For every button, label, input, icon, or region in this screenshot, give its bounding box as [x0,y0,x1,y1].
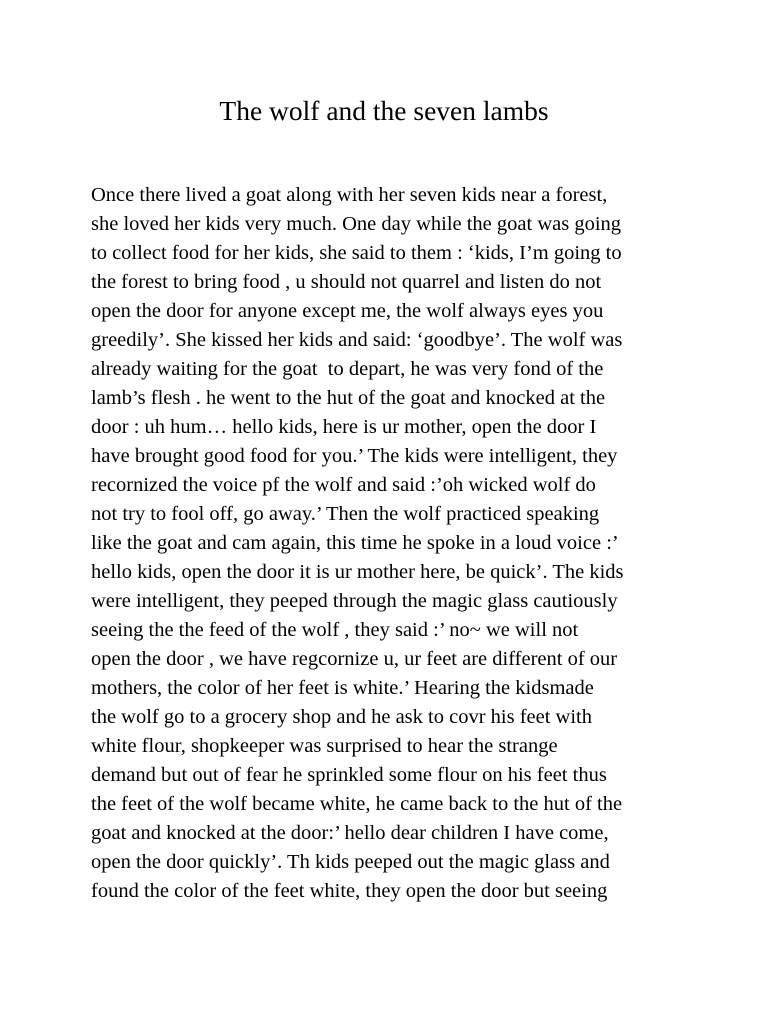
body-line: like the goat and cam again, this time he spoke in a loud voice :’ [91,532,619,554]
body-line: open the door quickly’. Th kids peeped out the magic glass and [91,851,610,873]
body-line: seeing the the feed of the wolf , they said :’ no~ we will not [91,619,579,641]
body-line: already waiting for the goat to depart, he was very fond of the [91,358,604,380]
body-line: goat and knocked at the door:’ hello dear children I have come, [91,822,609,844]
body-line: have brought good food for you.’ The kids were intelligent, they [91,445,618,467]
body-line: white flour, shopkeeper was surprised to hear the strange [91,735,558,757]
body-line: were intelligent, they peeped through the magic glass cautiously [91,590,618,612]
body-line: the wolf go to a grocery shop and he ask to covr his feet with [91,706,592,728]
body-line: hello kids, open the door it is ur mother here, be quick’. The kids [91,561,624,583]
body-line: mothers, the color of her feet is white.’ Hearing the kidsmade [91,677,594,699]
body-line: open the door for anyone except me, the wolf always eyes you [91,300,604,322]
body-line: Once there lived a goat along with her seven kids near a forest, [91,184,608,206]
body-line: door : uh hum… hello kids, here is ur mother, open the door I [91,416,597,438]
body-line: demand but out of fear he sprinkled some flour on his feet thus [91,764,607,786]
body-line: the forest to bring food , u should not quarrel and listen do not [91,271,602,293]
body-line: she loved her kids very much. One day while the goat was going [91,213,622,235]
body-line: lamb’s flesh . he went to the hut of the goat and knocked at the [91,387,606,409]
body-line: not try to fool off, go away.’ Then the wolf practiced speaking [91,503,600,525]
body-line: recornized the voice pf the wolf and said :’oh wicked wolf do [91,474,596,496]
body-line: found the color of the feet white, they open the door but seeing [91,880,608,902]
document-body [91,181,691,906]
body-line: greedily’. She kissed her kids and said: ‘goodbye’. The wolf was [91,329,623,351]
body-line: the feet of the wolf became white, he came back to the hut of the [91,793,623,815]
document-title: The wolf and the seven lambs [219,95,549,126]
body-line: open the door , we have regcornize u, ur feet are different of our [91,648,618,670]
body-line: to collect food for her kids, she said to them : ‘kids, I’m going to [91,242,622,264]
